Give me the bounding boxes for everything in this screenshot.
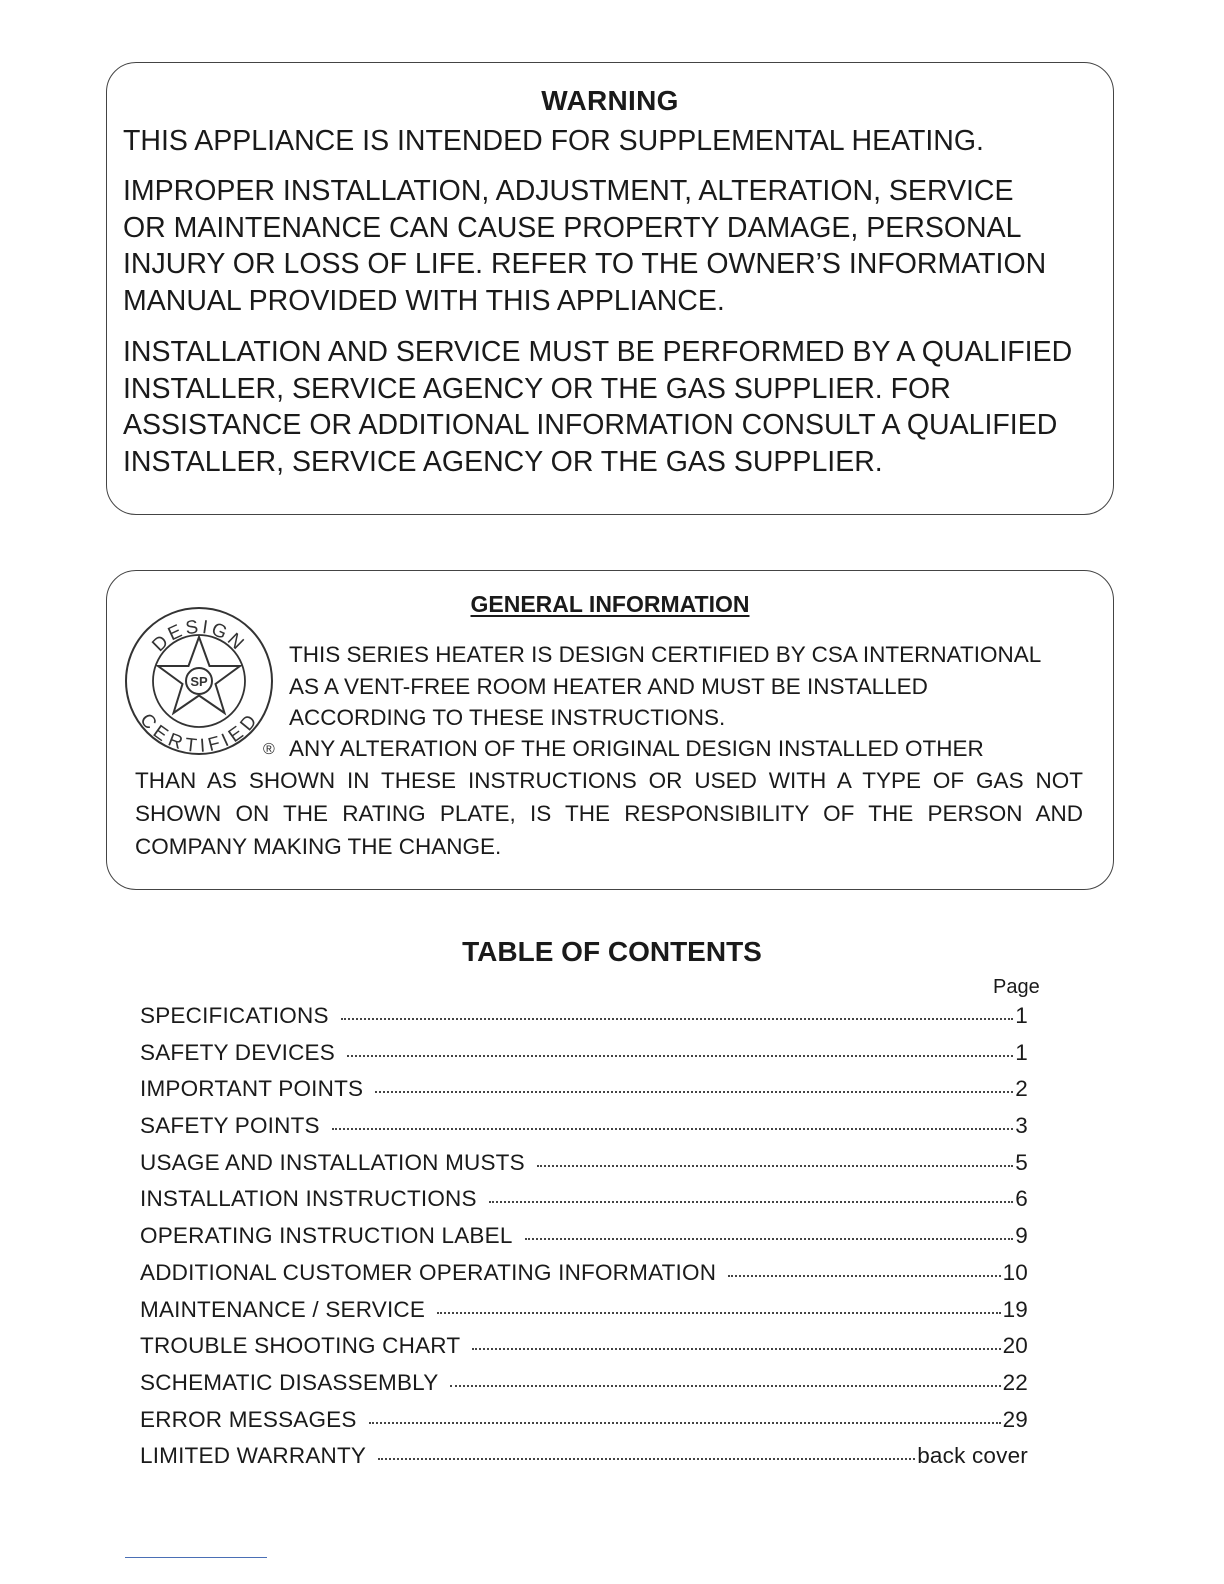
warning-box (106, 62, 1114, 515)
toc-entry-installation-instructions[interactable] (140, 1186, 1028, 1223)
svg-text:DESIGN (148, 617, 249, 657)
seal-center-mark: SP (190, 674, 208, 689)
toc-entry-limited-warranty[interactable] (140, 1443, 1028, 1480)
alteration-paragraph-rest: THAN AS SHOWN IN THESE INSTRUCTIONS OR USED WITH A TYPE OF GAS NOT SHOWN ON THE RATING PLATE, IS THE RESPONSIBILITY OF THE PERSON AND COMPANY MAKING THE CHANGE. (135, 768, 1083, 859)
toc-leader-dots (437, 1308, 1000, 1314)
toc-entry-label: MAINTENANCE / SERVICE (140, 1296, 426, 1322)
toc-entry-label: IMPORTANT POINTS (140, 1076, 364, 1102)
toc-entry-page: 2 (1015, 1076, 1028, 1102)
toc-entry-operating-instruction-label[interactable] (140, 1223, 1028, 1260)
toc-entry-label: SAFETY POINTS (140, 1113, 320, 1139)
csa-design-certified-seal-icon (119, 601, 279, 761)
alteration-paragraph-first-line: ANY ALTERATION OF THE ORIGINAL DESIGN INSTALLED OTHER (289, 736, 984, 761)
toc-entry-label: LIMITED WARRANTY (140, 1443, 367, 1469)
toc-entry-safety-devices[interactable] (140, 1040, 1028, 1077)
toc-title: TABLE OF CONTENTS (462, 936, 762, 967)
warning-title: WARNING (541, 85, 679, 116)
general-information-box (106, 570, 1114, 890)
toc-entry-page: 29 (1002, 1406, 1028, 1432)
toc-leader-dots (375, 1087, 1013, 1093)
toc-entry-page: 1 (1015, 1039, 1028, 1065)
toc-entry-label: INSTALLATION INSTRUCTIONS (140, 1186, 477, 1212)
toc-entry-page: 1 (1015, 1003, 1028, 1028)
toc-leader-dots (525, 1234, 1014, 1240)
toc-entry-label: ADDITIONAL CUSTOMER OPERATING INFORMATION (140, 1259, 717, 1285)
toc-entry-safety-points[interactable] (140, 1113, 1028, 1150)
toc-entry-page: 10 (1002, 1259, 1028, 1285)
toc-list (140, 1003, 1028, 1480)
toc-leader-dots (472, 1344, 1000, 1350)
toc-leader-dots (450, 1381, 1000, 1387)
toc-entry-schematic-disassembly[interactable] (140, 1370, 1028, 1407)
toc-leader-dots (728, 1271, 1000, 1277)
seal-registered-mark: ® (263, 741, 275, 758)
toc-entry-page: 9 (1015, 1223, 1028, 1249)
toc-entry-label: SAFETY DEVICES (140, 1039, 335, 1065)
toc-entry-page: 20 (1002, 1333, 1028, 1359)
toc-entry-page: 19 (1002, 1296, 1028, 1322)
toc-entry-trouble-shooting-chart[interactable] (140, 1333, 1028, 1370)
warning-paragraph-supplemental: THIS APPLIANCE IS INTENDED FOR SUPPLEMENTAL HEATING. (123, 125, 984, 157)
toc-entry-label: SPECIFICATIONS (140, 1003, 329, 1028)
toc-entry-page: 3 (1015, 1113, 1028, 1139)
toc-entry-page: back cover (917, 1443, 1028, 1469)
seal-top-text: DESIGN (148, 616, 250, 657)
general-information-title: GENERAL INFORMATION (470, 591, 750, 617)
toc-leader-dots (378, 1454, 915, 1460)
toc-entry-label: SCHEMATIC DISASSEMBLY (140, 1369, 439, 1395)
warning-paragraph-qualified-installer: INSTALLATION AND SERVICE MUST BE PERFORMED BY A QUALIFIED INSTALLER, SERVICE AGENCY OR THE GAS SUPPLIER. FOR ASSISTANCE OR ADDITIONAL INFORMATION CONSULT A QUALIFIED INSTALLER, SERVICE AGENCY OR THE GAS SUPPLIER. (123, 336, 1073, 478)
toc-entry-page: 22 (1002, 1369, 1028, 1395)
toc-entry-maintenance-service[interactable] (140, 1297, 1028, 1334)
toc-entry-additional-customer-operating-information[interactable] (140, 1260, 1028, 1297)
design-certified-paragraph: THIS SERIES HEATER IS DESIGN CERTIFIED BY CSA INTERNATIONAL AS A VENT-FREE ROOM HEATER AND MUST BE INSTALLED ACCORDING TO THESE INSTRUCTIONS. (289, 642, 1042, 730)
toc-leader-dots (537, 1161, 1013, 1167)
toc-entry-label: USAGE AND INSTALLATION MUSTS (140, 1149, 525, 1175)
toc-entry-label: ERROR MESSAGES (140, 1406, 357, 1432)
toc-page-header: Page (993, 976, 1040, 998)
seal-bottom-text: CERTIFIED (135, 709, 263, 758)
toc-entry-usage-and-installation-musts[interactable] (140, 1150, 1028, 1187)
toc-entry-specifications[interactable] (140, 1003, 1028, 1040)
toc-entry-important-points[interactable] (140, 1076, 1028, 1113)
toc-entry-page: 5 (1015, 1149, 1028, 1175)
toc-leader-dots (489, 1197, 1014, 1203)
toc-leader-dots (341, 1014, 1014, 1020)
toc-entry-error-messages[interactable] (140, 1407, 1028, 1444)
toc-entry-label: OPERATING INSTRUCTION LABEL (140, 1223, 513, 1249)
toc-entry-page: 6 (1015, 1186, 1028, 1212)
toc-leader-dots (347, 1051, 1013, 1057)
footer-rule (125, 1557, 267, 1558)
svg-text:CERTIFIED (135, 710, 262, 757)
warning-paragraph-improper-installation: IMPROPER INSTALLATION, ADJUSTMENT, ALTERATION, SERVICE OR MAINTENANCE CAN CAUSE PROPERTY DAMAGE, PERSONAL INJURY OR LOSS OF LIFE. REFER TO THE OWNER’S INFORMATION MANUAL PROVIDED WITH THIS APPLIANCE. (123, 175, 1047, 317)
toc-leader-dots (369, 1418, 1001, 1424)
toc-entry-label: TROUBLE SHOOTING CHART (140, 1333, 461, 1359)
toc-leader-dots (332, 1124, 1014, 1130)
